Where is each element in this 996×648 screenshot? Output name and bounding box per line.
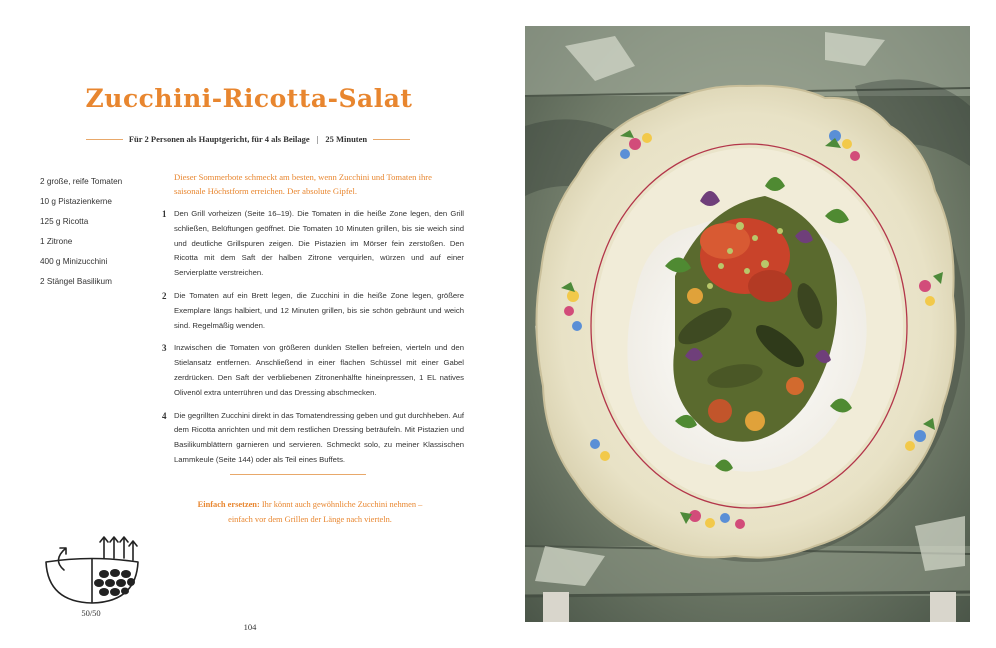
time-text: 25 Minuten (325, 134, 368, 144)
page-number: 104 (243, 622, 257, 632)
step-text: Inzwischen die Tomaten von größeren dunklen Stellen befreien, vierteln und den Stielansatz entfernen. Anschließend in einer flachen Schüssel mit einer Gabel zerdrücken. Den Saft der verbliebenen Zitronenhälfte hineinpressen, 1 EL natives Olivenöl extra unterrühren und das Dressing abschmecken. (174, 343, 464, 397)
step-text: Den Grill vorheizen (Seite 16–19). Die Tomaten in die heiße Zone legen, den Grill schließen, Belüftungen geöffnet. Die Tomaten 10 Minuten grillen, bis sie weich sind und deutliche Grillspuren zeigen. Die Pistazien im Mörser fein zerstoßen. Den Ricotta mit dem Saft der halben Zitrone verquirlen, würzen und auf einer Servierplatte verstreichen. (174, 209, 464, 278)
grill-ratio-label: 50/50 (81, 608, 101, 618)
substitution-tip (190, 497, 430, 527)
servings-text: Für 2 Personen als Hauptgericht, für 4 als Beilage (128, 134, 310, 144)
method-step (162, 341, 464, 400)
meta-separator: | (316, 134, 319, 144)
method-steps (162, 207, 464, 476)
recipe-intro: Dieser Sommerbote schmeckt am besten, wenn Zucchini und Tomaten ihre saisonale Höchstform erreichen. Der absolute Gipfel. (174, 172, 432, 196)
ingredient-item: 2 Stängel Basilikum (40, 277, 112, 286)
tip-divider (230, 474, 366, 475)
step-text: Die gegrillten Zucchini direkt in das Tomatendressing geben und gut durchheben. Auf dem Ricotta anrichten und mit dem restlichen Dressing beträufeln. Mit Pistazien und Basilikumblättern garnieren und servieren. Schmeckt solo, zu meiner Klassischen Lammkeule (Seite 144) oder als Teil eines Buffets. (174, 410, 464, 464)
method-step (162, 207, 464, 281)
meta-rule-left (86, 139, 123, 140)
step-number: 3 (162, 343, 167, 354)
ingredient-item: 1 Zitrone (40, 237, 73, 246)
ingredient-item: 2 große, reife Tomaten (40, 177, 123, 186)
method-step (162, 409, 464, 468)
method-step (162, 289, 464, 333)
recipe-meta (80, 134, 416, 144)
step-number: 2 (162, 290, 167, 301)
ingredient-item: 125 g Ricotta (40, 217, 89, 226)
step-number: 4 (162, 410, 167, 421)
ingredient-list (40, 172, 165, 292)
meta-rule-right (373, 139, 410, 140)
grill-zone-icon (42, 530, 142, 606)
ingredient-item: 10 g Pistazienkerne (40, 197, 112, 206)
step-number: 1 (162, 209, 167, 219)
recipe-title: Zucchini-Ricotta-Salat (85, 84, 413, 113)
dish-photo (525, 26, 970, 622)
tip-text: Ihr könnt auch gewöhnliche Zucchini nehmen – einfach vor dem Grillen der Länge nach vierteln. (228, 500, 423, 524)
tip-label: Einfach ersetzen: (197, 500, 260, 509)
ingredient-item: 400 g Minizucchini (40, 257, 108, 266)
step-text: Die Tomaten auf ein Brett legen, die Zucchini in die heiße Zone legen, größere Exemplare längs halbiert, und 12 Minuten grillen, bis sie schön gebräunt und weich sind. Regelmäßig wenden. (174, 290, 464, 330)
